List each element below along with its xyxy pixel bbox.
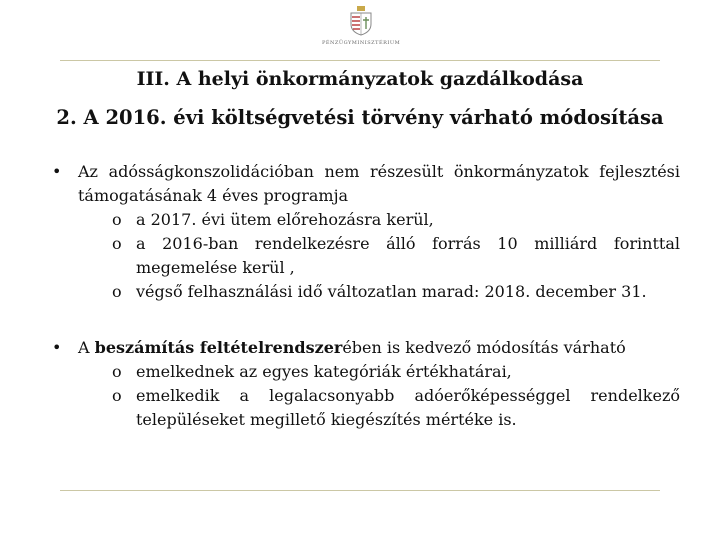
sub-marker: o <box>112 282 122 301</box>
sub-list <box>78 208 680 304</box>
sub-marker: o <box>112 386 122 405</box>
sub-item-text: a 2016-ban rendelkezésre álló forrás 10 milliárd forinttal megemelése kerül , <box>136 234 680 277</box>
sub-item-text: emelkedik a legalacsonyabb adóerőképességgel rendelkező településeket megillető kiegészítés mértéke is. <box>136 386 680 429</box>
sub-item <box>78 232 680 280</box>
bullet-text: A <box>78 338 95 357</box>
bullet-text: Az adósságkonszolidációban nem részesült önkormányzatok fejlesztési támogatás <box>78 162 680 205</box>
sub-item <box>78 280 680 304</box>
coat-of-arms-icon <box>348 6 374 36</box>
sub-item <box>78 384 680 432</box>
bullet-text-bold: beszámítás feltételrendszer <box>94 338 343 357</box>
logo-caption: PÉNZÜGYMINISZTÉRIUM <box>322 40 401 46</box>
bullet-list <box>52 160 680 432</box>
footer-divider <box>60 490 660 491</box>
bullet-item <box>52 160 680 304</box>
sub-item <box>78 360 680 384</box>
sub-list <box>78 360 680 432</box>
sub-item-text: emelkednek az egyes kategóriák értékhatárai, <box>136 362 512 381</box>
page-title: III. A helyi önkormányzatok gazdálkodása <box>136 68 584 90</box>
page-subtitle: 2. A 2016. évi költségvetési törvény várható módosítása <box>56 106 664 129</box>
bullet-item <box>52 336 680 432</box>
sub-marker: o <box>112 362 122 381</box>
sub-marker: o <box>112 210 122 229</box>
ministry-logo <box>322 2 400 58</box>
bullet-marker: • <box>52 338 62 357</box>
bullet-text-suffix: ében is kedvező módosítás várható <box>342 338 626 357</box>
header-divider <box>60 60 660 61</box>
sub-marker: o <box>112 234 122 253</box>
sub-item-text: a 2017. évi ütem előrehozásra kerül, <box>136 210 434 229</box>
sub-item <box>78 208 680 232</box>
bullet-marker: • <box>52 162 62 181</box>
bullet-text-suffix: ának 4 éves programja <box>162 186 349 205</box>
sub-item-text: végső felhasználási idő változatlan marad: 2018. december 31. <box>136 282 647 301</box>
